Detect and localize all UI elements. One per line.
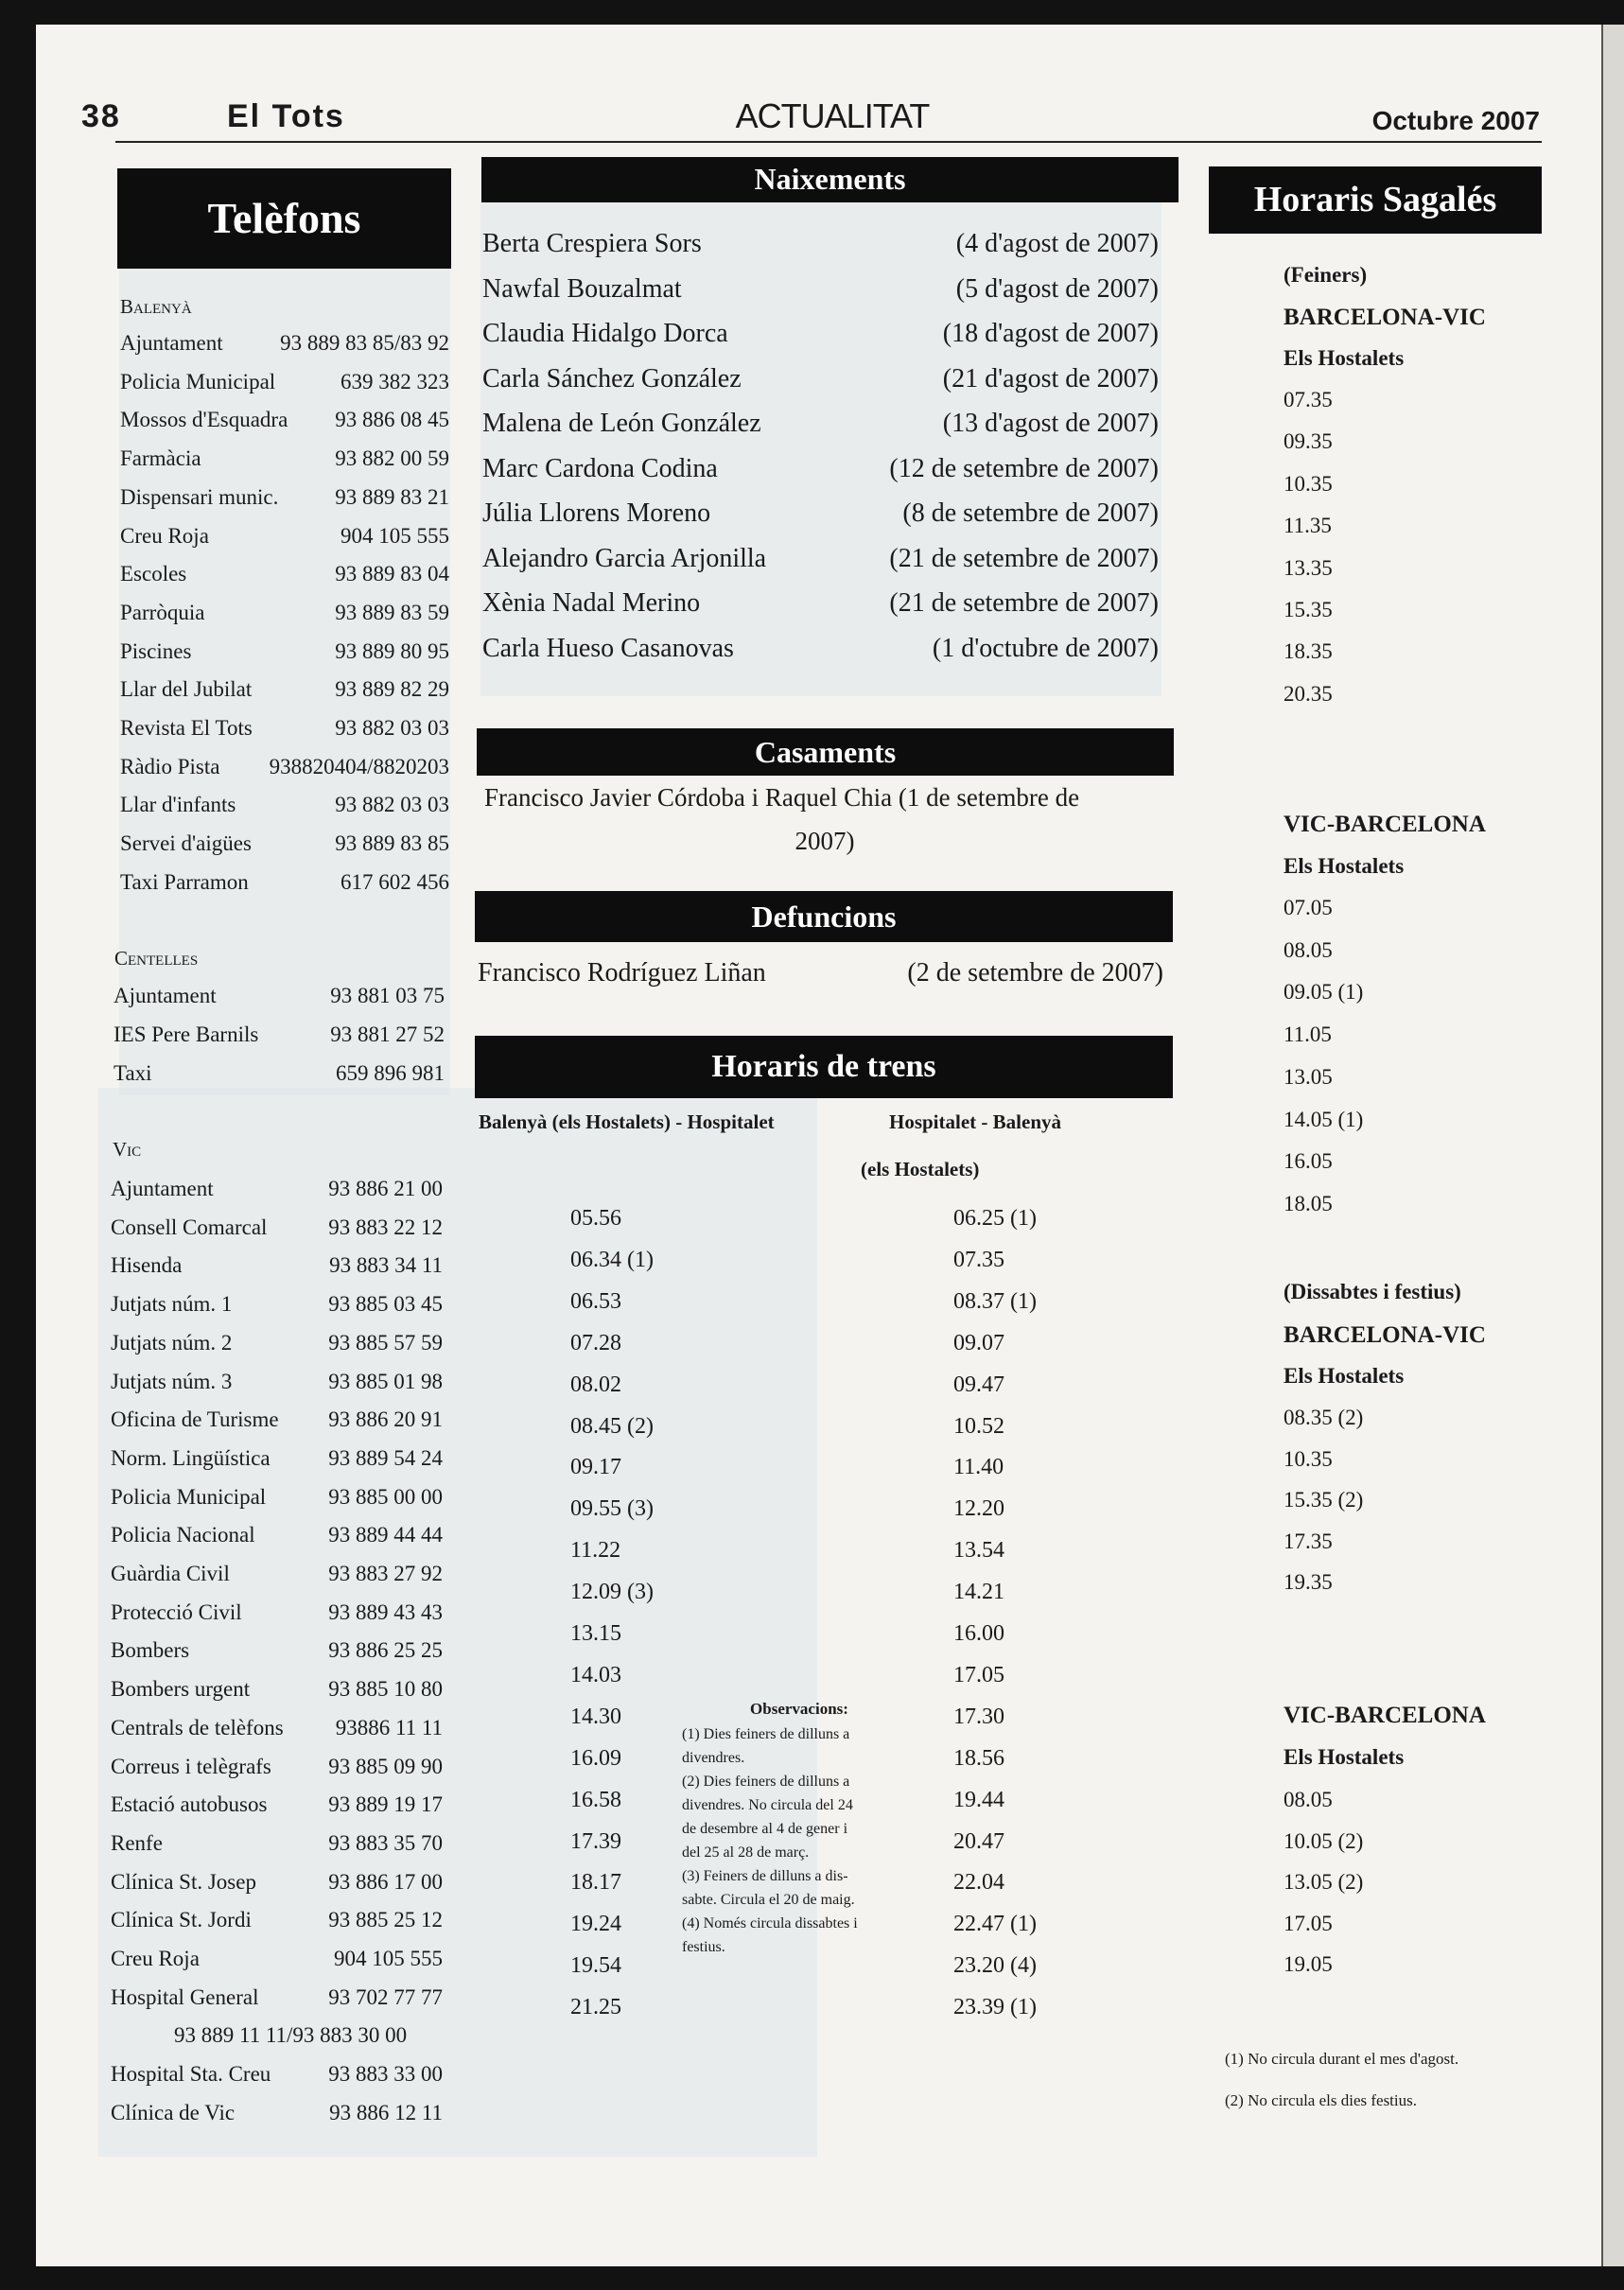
observacio-line: de desembre al 4 de gener i [682, 1821, 848, 1837]
entry-value: 639 382 323 [341, 369, 449, 393]
entry-name: Policia Municipal [111, 1484, 267, 1509]
entry-value: 93 883 27 92 [328, 1562, 443, 1585]
train-time-hostalets-hospitalet: 05.56 [570, 1206, 621, 1231]
observacio-line: divendres. No circula del 24 [682, 1797, 853, 1813]
entry-name: Hisenda [111, 1253, 183, 1278]
entry-name: Renfe [111, 1830, 163, 1855]
sagales-stop: Els Hostalets [1283, 1364, 1405, 1388]
issue-date: Octubre 2007 [1371, 106, 1540, 135]
entry-name: Llar d'infants [120, 793, 236, 817]
entry-value: 93 889 43 43 [328, 1600, 443, 1624]
entry-value: 93 889 54 24 [328, 1445, 443, 1470]
sagales-stop: Els Hostalets [1283, 1745, 1405, 1769]
entry-name: Clínica de Vic [111, 2100, 236, 2124]
defuncions-heading: Defuncions [475, 891, 1173, 942]
entry-value: (21 d'agost de 2007) [942, 363, 1159, 393]
train-time-hospitalet-hostalets: 22.04 [953, 1870, 1004, 1896]
entry-name: Escoles [120, 562, 187, 586]
entry-value: 93 889 44 44 [328, 1523, 443, 1547]
bus-time: 13.05 (2) [1283, 1870, 1364, 1895]
entry-value: 93886 11 11 [335, 1715, 443, 1739]
sagales-route-bcn-vic: BARCELONA-VIC [1283, 305, 1486, 330]
trens-col1-header: Balenyà (els Hostalets) - Hospitalet [479, 1110, 775, 1133]
bus-time: 18.05 [1283, 1191, 1333, 1215]
entry-value: 93 889 83 85 [335, 831, 449, 856]
entry-value: (12 de setembre de 2007) [889, 453, 1159, 483]
trens-col2-header-2: (els Hostalets) [861, 1158, 980, 1180]
bus-time: 13.05 [1283, 1064, 1333, 1089]
entry-name: Ajuntament [120, 331, 223, 355]
group-heading-balenya: Balenyà [120, 295, 192, 318]
train-time-hostalets-hospitalet: 13.15 [570, 1621, 621, 1646]
entry-value: 93 882 03 03 [335, 716, 449, 740]
bus-time: 09.05 (1) [1283, 980, 1364, 1005]
entry-name: Oficina de Turisme [111, 1407, 279, 1432]
entry-value: 93 885 00 00 [328, 1484, 443, 1509]
bus-time: 10.05 (2) [1283, 1828, 1364, 1853]
entry-name: Estació autobusos [111, 1792, 268, 1817]
entry-name: Farmàcia [120, 446, 201, 471]
entry-value: 904 105 555 [341, 523, 449, 548]
train-time-hospitalet-hostalets: 23.39 (1) [953, 1995, 1037, 2020]
entry-name: Júlia Llorens Moreno [482, 498, 711, 528]
entry-value: (21 de setembre de 2007) [889, 588, 1159, 618]
observacio-line: sabte. Circula el 20 de maig. [682, 1892, 855, 1908]
train-time-hospitalet-hostalets: 12.20 [953, 1496, 1004, 1522]
entry-value: 93 702 77 77 [328, 1984, 443, 2009]
entry-name: Ajuntament [114, 984, 217, 1007]
bus-time: 11.35 [1283, 514, 1332, 538]
entry-name: Hospital Sta. Creu [111, 2062, 271, 2087]
train-time-hospitalet-hostalets: 14.21 [953, 1580, 1004, 1605]
trens-heading: Horaris de trens [475, 1036, 1173, 1098]
entry-value: 93 889 83 04 [335, 562, 449, 586]
entry-value: (4 d'agost de 2007) [955, 229, 1159, 258]
group-heading-centelles: Centelles [114, 947, 199, 970]
entry-name: Protecció Civil [111, 1600, 242, 1624]
sagales-stop: Els Hostalets [1283, 346, 1405, 370]
entry-value: 93 889 82 29 [335, 677, 449, 702]
entry-value: 93 883 35 70 [328, 1830, 443, 1855]
entry-value: 93 881 03 75 [330, 984, 445, 1007]
entry-value: 93 885 01 98 [328, 1369, 443, 1393]
train-time-hospitalet-hostalets: 08.37 (1) [953, 1288, 1037, 1314]
naixements-heading: Naixements [481, 157, 1179, 202]
entry-name: Revista El Tots [120, 716, 253, 740]
bus-time: 08.05 [1283, 937, 1333, 962]
entry-name: Alejandro Garcia Arjonilla [482, 543, 767, 573]
entry-value: (18 d'agost de 2007) [942, 319, 1159, 348]
entry-value: 93 885 57 59 [328, 1330, 443, 1355]
entry-value: 93 886 25 25 [328, 1638, 443, 1663]
entry-value: 93 882 03 03 [335, 793, 449, 817]
entry-name: Consell Comarcal [111, 1215, 268, 1239]
entry-value: 93 885 09 90 [328, 1754, 443, 1778]
bus-time: 19.05 [1283, 1952, 1333, 1977]
bus-time: 07.35 [1283, 388, 1333, 411]
telefons-heading: Telèfons [117, 168, 451, 269]
entry-name: Ajuntament [111, 1177, 214, 1200]
entry-name: IES Pere Barnils [114, 1023, 259, 1046]
train-time-hostalets-hospitalet: 19.54 [570, 1953, 621, 1979]
train-time-hostalets-hospitalet: 09.55 (3) [570, 1496, 654, 1522]
entry-name: Xènia Nadal Merino [482, 588, 701, 618]
casaments-heading: Casaments [477, 728, 1174, 776]
entry-value: 617 602 456 [341, 869, 449, 894]
entry-name: Carla Sánchez González [482, 363, 742, 393]
trens-col2-header: Hospitalet - Balenyà [889, 1110, 1061, 1133]
entry-value: 93 889 11 11/93 883 30 00 [174, 2023, 408, 2048]
sagales-route-bcn-vic: BARCELONA-VIC [1283, 1322, 1486, 1348]
entry-value: (21 de setembre de 2007) [889, 543, 1159, 573]
entry-name: Berta Crespiera Sors [482, 229, 702, 258]
entry-name: Claudia Hidalgo Dorca [482, 319, 728, 348]
train-time-hostalets-hospitalet: 17.39 [570, 1828, 621, 1854]
entry-name: Carla Hueso Casanovas [482, 633, 734, 663]
entry-name: Clínica St. Josep [111, 1869, 256, 1894]
observacio-line: (4) Només circula dissabtes i [682, 1915, 858, 1932]
bus-time: 08.05 [1283, 1788, 1333, 1811]
bus-time: 15.35 (2) [1283, 1488, 1364, 1512]
bus-time: 15.35 [1283, 598, 1333, 621]
entry-value: 93 885 03 45 [328, 1292, 443, 1317]
entry-value: 93 883 22 12 [328, 1215, 443, 1239]
sagales-route-vic-bcn: VIC-BARCELONA [1283, 1703, 1486, 1728]
observacio-line: (2) Dies feiners de dilluns a [682, 1774, 850, 1790]
entry-value: 93 886 21 00 [328, 1177, 443, 1200]
magazine-title: El Tots [227, 98, 345, 134]
train-time-hostalets-hospitalet: 18.17 [570, 1870, 621, 1896]
page-number: 38 [81, 98, 121, 134]
entry-value: 93 886 08 45 [335, 408, 449, 432]
entry-name: Correus i telègrafs [111, 1754, 271, 1778]
entry-value: 93 889 19 17 [328, 1792, 443, 1817]
sagales-route-vic-bcn: VIC-BARCELONA [1283, 812, 1486, 837]
entry-value: (13 d'agost de 2007) [942, 409, 1159, 438]
sagales-note-1: (1) No circula durant el mes d'agost. [1225, 2050, 1459, 2068]
entry-name: Dispensari munic. [120, 484, 279, 509]
entry-value: 93 889 83 85/83 92 [280, 331, 449, 355]
group-heading-vic: Vic [113, 1138, 142, 1161]
entry-name: Bombers [111, 1638, 190, 1663]
bus-time: 10.35 [1283, 471, 1333, 496]
train-time-hospitalet-hostalets: 09.47 [953, 1372, 1004, 1397]
entry-value: 93 885 10 80 [328, 1677, 443, 1702]
entry-value: 904 105 555 [334, 1947, 443, 1970]
sagales-feiners: (Feiners) [1283, 263, 1368, 287]
train-time-hostalets-hospitalet: 16.58 [570, 1787, 621, 1812]
entry-value: 93 885 25 12 [328, 1908, 443, 1932]
entry-name: Malena de León González [482, 409, 761, 438]
train-time-hospitalet-hostalets: 22.47 (1) [953, 1912, 1037, 1937]
bus-time: 20.35 [1283, 681, 1333, 706]
train-time-hospitalet-hostalets: 20.47 [953, 1828, 1004, 1854]
entry-value: 93 889 83 59 [335, 600, 449, 624]
observacio-line: divendres. [682, 1750, 745, 1766]
entry-name: Creu Roja [120, 523, 209, 548]
train-time-hospitalet-hostalets: 07.35 [953, 1247, 1004, 1272]
entry-value: (1 d'octubre de 2007) [932, 633, 1159, 663]
bus-time: 18.35 [1283, 639, 1333, 664]
bus-time: 07.05 [1283, 896, 1333, 919]
entry-value: 93 889 83 21 [335, 484, 449, 509]
entry-value: 93 886 20 91 [328, 1407, 443, 1432]
entry-value: 93 883 34 11 [329, 1253, 443, 1278]
entry-name: Centrals de telèfons [111, 1715, 284, 1739]
entry-name: Marc Cardona Codina [482, 453, 718, 483]
entry-name: Servei d'aigües [120, 831, 252, 856]
entry-name: Jutjats núm. 2 [111, 1330, 233, 1355]
train-time-hospitalet-hostalets: 09.07 [953, 1330, 1004, 1355]
entry-name: Jutjats núm. 1 [111, 1292, 233, 1317]
train-time-hospitalet-hostalets: 11.40 [953, 1455, 1004, 1480]
entry-name: Piscines [120, 638, 192, 663]
train-time-hospitalet-hostalets: 18.56 [953, 1745, 1004, 1771]
train-time-hospitalet-hostalets: 19.44 [953, 1787, 1004, 1812]
train-time-hospitalet-hostalets: 17.05 [953, 1662, 1004, 1687]
train-time-hostalets-hospitalet: 19.24 [570, 1912, 621, 1937]
entry-value: 938820404/8820203 [269, 754, 449, 778]
sagales-dissabtes: (Dissabtes i festius) [1283, 1280, 1461, 1303]
observacions-title: Observacions: [750, 1700, 848, 1718]
entry-name: Bombers urgent [111, 1677, 251, 1702]
bus-time: 17.35 [1283, 1529, 1333, 1553]
train-time-hostalets-hospitalet: 12.09 (3) [570, 1580, 654, 1605]
train-time-hospitalet-hostalets: 06.25 (1) [953, 1206, 1037, 1231]
train-time-hospitalet-hostalets: 16.00 [953, 1621, 1004, 1646]
bus-time: 17.05 [1283, 1911, 1333, 1935]
entry-name: Hospital General [111, 1984, 259, 2009]
train-time-hostalets-hospitalet: 08.02 [570, 1372, 621, 1397]
entry-value: (8 de setembre de 2007) [902, 498, 1159, 528]
train-time-hostalets-hospitalet: 14.30 [570, 1704, 621, 1729]
defuncio-name: Francisco Rodríguez Liñan [478, 958, 766, 988]
train-time-hostalets-hospitalet: 07.28 [570, 1330, 621, 1355]
entry-value: 93 886 17 00 [328, 1869, 443, 1894]
observacio-line: festius. [682, 1939, 725, 1955]
entry-name: Parròquia [120, 600, 205, 624]
bus-time: 16.05 [1283, 1149, 1333, 1174]
entry-name: Nawfal Bouzalmat [482, 273, 682, 304]
bus-time: 14.05 (1) [1283, 1107, 1364, 1131]
train-time-hostalets-hospitalet: 08.45 (2) [570, 1413, 654, 1439]
entry-value: 93 886 12 11 [329, 2100, 443, 2124]
bus-time: 11.05 [1283, 1023, 1332, 1047]
entry-name: Policia Nacional [111, 1523, 255, 1547]
entry-name: Policia Municipal [120, 369, 276, 393]
observacio-line: (1) Dies feiners de dilluns a [682, 1726, 850, 1742]
section-title: ACTUALITAT [735, 96, 930, 135]
bus-time: 19.35 [1283, 1570, 1333, 1595]
train-time-hostalets-hospitalet: 16.09 [570, 1745, 621, 1771]
entry-name: Taxi [114, 1061, 152, 1085]
entry-name: Norm. Lingüística [111, 1445, 271, 1470]
train-time-hostalets-hospitalet: 21.25 [570, 1995, 621, 2020]
entry-name: Creu Roja [111, 1947, 200, 1970]
sagales-note-2: (2) No circula els dies festius. [1225, 2091, 1417, 2109]
train-time-hostalets-hospitalet: 09.17 [570, 1455, 621, 1480]
train-time-hostalets-hospitalet: 06.34 (1) [570, 1247, 654, 1272]
bus-time: 13.35 [1283, 555, 1333, 580]
adjacent-page-edge [1601, 25, 1624, 2266]
train-time-hospitalet-hostalets: 17.30 [953, 1704, 1004, 1729]
casament-line-1: Francisco Javier Córdoba i Raquel Chia (1 de setembre de [484, 783, 1080, 812]
train-time-hostalets-hospitalet: 06.53 [570, 1288, 621, 1314]
entry-name: Jutjats núm. 3 [111, 1369, 233, 1393]
entry-name: Ràdio Pista [120, 754, 220, 778]
entry-value: 93 889 80 95 [335, 638, 449, 663]
train-time-hospitalet-hostalets: 10.52 [953, 1413, 1004, 1439]
train-time-hostalets-hospitalet: 14.03 [570, 1662, 621, 1687]
sagales-stop: Els Hostalets [1283, 854, 1405, 878]
bus-time: 08.35 (2) [1283, 1406, 1364, 1429]
bus-time: 09.35 [1283, 429, 1333, 454]
entry-value: 659 896 981 [336, 1061, 445, 1085]
entry-name: Mossos d'Esquadra [120, 408, 288, 432]
entry-value: 93 881 27 52 [330, 1023, 445, 1046]
entry-name: Clínica St. Jordi [111, 1908, 252, 1932]
observacio-line: (3) Feiners de dilluns a dis- [682, 1868, 848, 1884]
train-time-hospitalet-hostalets: 13.54 [953, 1538, 1004, 1564]
entry-value: 93 882 00 59 [335, 446, 449, 471]
entry-name: Guàrdia Civil [111, 1562, 230, 1585]
entry-value: 93 883 33 00 [328, 2062, 443, 2087]
defuncio-date: (2 de setembre de 2007) [907, 958, 1163, 988]
bus-time: 10.35 [1283, 1446, 1333, 1471]
casament-line-2: 2007) [795, 827, 855, 855]
entry-name: Llar del Jubilat [120, 677, 253, 702]
sagales-heading: Horaris Sagalés [1209, 166, 1542, 234]
entry-name: Taxi Parramon [120, 869, 249, 894]
train-time-hostalets-hospitalet: 11.22 [570, 1538, 621, 1564]
train-time-hospitalet-hostalets: 23.20 (4) [953, 1953, 1037, 1979]
observacio-line: del 25 al 28 de març. [682, 1844, 810, 1861]
entry-value: (5 d'agost de 2007) [955, 273, 1159, 304]
header-rule [115, 141, 1542, 143]
